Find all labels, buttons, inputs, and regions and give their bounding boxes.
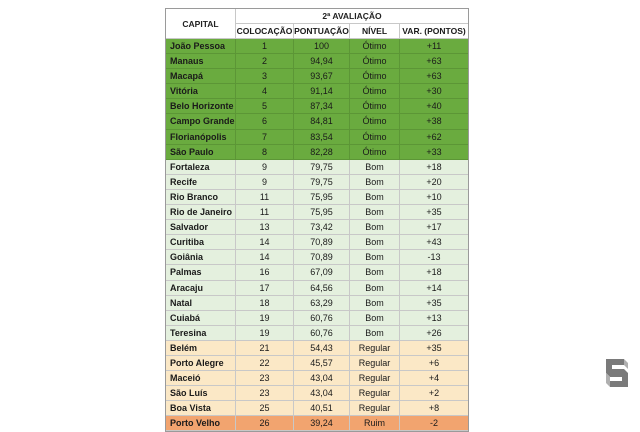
pontuacao-cell: 84,81 xyxy=(294,114,350,129)
variacao-cell: +38 xyxy=(400,114,468,129)
pontuacao-cell: 60,76 xyxy=(294,326,350,341)
pontuacao-cell: 83,54 xyxy=(294,130,350,145)
colocacao-cell: 5 xyxy=(236,99,294,114)
colocacao-cell: 7 xyxy=(236,130,294,145)
variacao-cell: +43 xyxy=(400,235,468,250)
variacao-cell: +26 xyxy=(400,326,468,341)
pontuacao-cell: 100 xyxy=(294,39,350,54)
colocacao-cell: 4 xyxy=(236,84,294,99)
nivel-header: NÍVEL xyxy=(350,24,400,39)
variacao-cell: +20 xyxy=(400,175,468,190)
colocacao-cell: 9 xyxy=(236,175,294,190)
nivel-cell: Ótimo xyxy=(350,39,400,54)
nivel-cell: Ótimo xyxy=(350,54,400,69)
nivel-cell: Ruim xyxy=(350,416,400,431)
pontuacao-cell: 70,89 xyxy=(294,250,350,265)
nivel-cell: Ótimo xyxy=(350,145,400,160)
table-row xyxy=(166,250,468,265)
nivel-cell: Ótimo xyxy=(350,130,400,145)
table-row xyxy=(166,401,468,416)
variacao-cell: +18 xyxy=(400,265,468,280)
nivel-cell: Bom xyxy=(350,190,400,205)
table-row xyxy=(166,356,468,371)
ranking-table xyxy=(165,8,469,432)
colocacao-cell: 25 xyxy=(236,401,294,416)
pontuacao-cell: 43,04 xyxy=(294,371,350,386)
colocacao-cell: 3 xyxy=(236,69,294,84)
capital-cell: Palmas xyxy=(166,265,236,280)
capital-column-header: CAPITAL xyxy=(166,9,236,39)
capital-cell: São Paulo xyxy=(166,145,236,160)
colocacao-cell: 1 xyxy=(236,39,294,54)
colocacao-cell: 16 xyxy=(236,265,294,280)
capital-cell: Cuiabá xyxy=(166,311,236,326)
capital-cell: Aracaju xyxy=(166,281,236,296)
capital-cell: Teresina xyxy=(166,326,236,341)
colocacao-cell: 14 xyxy=(236,250,294,265)
colocacao-cell: 26 xyxy=(236,416,294,431)
nivel-cell: Bom xyxy=(350,250,400,265)
colocacao-cell: 17 xyxy=(236,281,294,296)
variacao-cell: +8 xyxy=(400,401,468,416)
table-row xyxy=(166,99,468,114)
pontuacao-cell: 73,42 xyxy=(294,220,350,235)
pontuacao-cell: 70,89 xyxy=(294,235,350,250)
colocacao-cell: 23 xyxy=(236,386,294,401)
capital-cell: Porto Alegre xyxy=(166,356,236,371)
colocacao-cell: 18 xyxy=(236,296,294,311)
table-row xyxy=(166,296,468,311)
table-row xyxy=(166,235,468,250)
table-row xyxy=(166,205,468,220)
variacao-cell: +13 xyxy=(400,311,468,326)
nivel-cell: Regular xyxy=(350,371,400,386)
pontuacao-cell: 75,95 xyxy=(294,190,350,205)
capital-cell: Porto Velho xyxy=(166,416,236,431)
nivel-cell: Regular xyxy=(350,401,400,416)
table-row xyxy=(166,265,468,280)
capital-cell: Manaus xyxy=(166,54,236,69)
capital-cell: Maceió xyxy=(166,371,236,386)
variacao-cell: -13 xyxy=(400,250,468,265)
colocacao-cell: 2 xyxy=(236,54,294,69)
colocacao-cell: 11 xyxy=(236,205,294,220)
nivel-cell: Bom xyxy=(350,235,400,250)
pontuacao-cell: 94,94 xyxy=(294,54,350,69)
capital-cell: Florianópolis xyxy=(166,130,236,145)
pontuacao-cell: 64,56 xyxy=(294,281,350,296)
pontuacao-cell: 79,75 xyxy=(294,175,350,190)
variacao-cell: +40 xyxy=(400,99,468,114)
evaluation-header: 2ª AVALIAÇÃO xyxy=(236,9,468,24)
nivel-cell: Ótimo xyxy=(350,84,400,99)
capital-cell: Recife xyxy=(166,175,236,190)
nivel-cell: Bom xyxy=(350,296,400,311)
table-row xyxy=(166,371,468,386)
colocacao-cell: 19 xyxy=(236,311,294,326)
table-row xyxy=(166,416,468,431)
capital-cell: Belém xyxy=(166,341,236,356)
capital-cell: Salvador xyxy=(166,220,236,235)
pontuacao-cell: 79,75 xyxy=(294,160,350,175)
pontuacao-cell: 93,67 xyxy=(294,69,350,84)
nivel-cell: Regular xyxy=(350,386,400,401)
pontuacao-header: PONTUAÇÃO xyxy=(294,24,350,39)
colocacao-cell: 9 xyxy=(236,160,294,175)
colocacao-cell: 13 xyxy=(236,220,294,235)
pontuacao-cell: 43,04 xyxy=(294,386,350,401)
capital-cell: Rio Branco xyxy=(166,190,236,205)
capital-cell: Vitória xyxy=(166,84,236,99)
table-row xyxy=(166,326,468,341)
variacao-header: VAR. (PONTOS) xyxy=(400,24,468,39)
table-row xyxy=(166,145,468,160)
variacao-cell: +35 xyxy=(400,296,468,311)
table-row xyxy=(166,114,468,129)
pontuacao-cell: 40,51 xyxy=(294,401,350,416)
colocacao-header: COLOCAÇÃO xyxy=(236,24,294,39)
table-row xyxy=(166,386,468,401)
pontuacao-cell: 63,29 xyxy=(294,296,350,311)
table-row xyxy=(166,130,468,145)
variacao-cell: +14 xyxy=(400,281,468,296)
colocacao-cell: 8 xyxy=(236,145,294,160)
colocacao-cell: 14 xyxy=(236,235,294,250)
variacao-cell: +33 xyxy=(400,145,468,160)
pontuacao-cell: 75,95 xyxy=(294,205,350,220)
nivel-cell: Ótimo xyxy=(350,69,400,84)
nivel-cell: Bom xyxy=(350,265,400,280)
pontuacao-cell: 60,76 xyxy=(294,311,350,326)
table-row xyxy=(166,190,468,205)
table-row xyxy=(166,69,468,84)
pontuacao-cell: 67,09 xyxy=(294,265,350,280)
table-row xyxy=(166,341,468,356)
nivel-cell: Regular xyxy=(350,341,400,356)
nivel-cell: Regular xyxy=(350,356,400,371)
colocacao-cell: 21 xyxy=(236,341,294,356)
table-row xyxy=(166,54,468,69)
nivel-cell: Bom xyxy=(350,311,400,326)
nivel-cell: Bom xyxy=(350,220,400,235)
pontuacao-cell: 82,28 xyxy=(294,145,350,160)
nivel-cell: Ótimo xyxy=(350,99,400,114)
variacao-cell: +4 xyxy=(400,371,468,386)
variacao-cell: -2 xyxy=(400,416,468,431)
capital-cell: Curitiba xyxy=(166,235,236,250)
variacao-cell: +10 xyxy=(400,190,468,205)
capital-cell: Macapá xyxy=(166,69,236,84)
variacao-cell: +62 xyxy=(400,130,468,145)
capital-cell: Goiânia xyxy=(166,250,236,265)
variacao-cell: +63 xyxy=(400,69,468,84)
variacao-cell: +18 xyxy=(400,160,468,175)
capital-cell: Rio de Janeiro xyxy=(166,205,236,220)
variacao-cell: +35 xyxy=(400,341,468,356)
pontuacao-cell: 87,34 xyxy=(294,99,350,114)
nivel-cell: Bom xyxy=(350,175,400,190)
pontuacao-cell: 91,14 xyxy=(294,84,350,99)
table-row xyxy=(166,281,468,296)
variacao-cell: +6 xyxy=(400,356,468,371)
nivel-cell: Bom xyxy=(350,205,400,220)
pontuacao-cell: 45,57 xyxy=(294,356,350,371)
capital-cell: Natal xyxy=(166,296,236,311)
variacao-cell: +17 xyxy=(400,220,468,235)
capital-cell: São Luís xyxy=(166,386,236,401)
table-row xyxy=(166,39,468,54)
s-logo-icon xyxy=(602,353,632,393)
capital-cell: Campo Grande xyxy=(166,114,236,129)
capital-cell: Belo Horizonte xyxy=(166,99,236,114)
nivel-cell: Bom xyxy=(350,326,400,341)
table-row xyxy=(166,160,468,175)
variacao-cell: +35 xyxy=(400,205,468,220)
nivel-cell: Ótimo xyxy=(350,114,400,129)
capital-cell: Boa Vista xyxy=(166,401,236,416)
colocacao-cell: 19 xyxy=(236,326,294,341)
table-row xyxy=(166,311,468,326)
pontuacao-cell: 39,24 xyxy=(294,416,350,431)
capital-cell: João Pessoa xyxy=(166,39,236,54)
variacao-cell: +11 xyxy=(400,39,468,54)
colocacao-cell: 11 xyxy=(236,190,294,205)
table-row xyxy=(166,175,468,190)
colocacao-cell: 6 xyxy=(236,114,294,129)
pontuacao-cell: 54,43 xyxy=(294,341,350,356)
nivel-cell: Bom xyxy=(350,160,400,175)
colocacao-cell: 23 xyxy=(236,371,294,386)
variacao-cell: +30 xyxy=(400,84,468,99)
table-row xyxy=(166,84,468,99)
colocacao-cell: 22 xyxy=(236,356,294,371)
table-body xyxy=(166,39,468,431)
nivel-cell: Bom xyxy=(350,281,400,296)
table-row xyxy=(166,220,468,235)
variacao-cell: +2 xyxy=(400,386,468,401)
variacao-cell: +63 xyxy=(400,54,468,69)
capital-cell: Fortaleza xyxy=(166,160,236,175)
